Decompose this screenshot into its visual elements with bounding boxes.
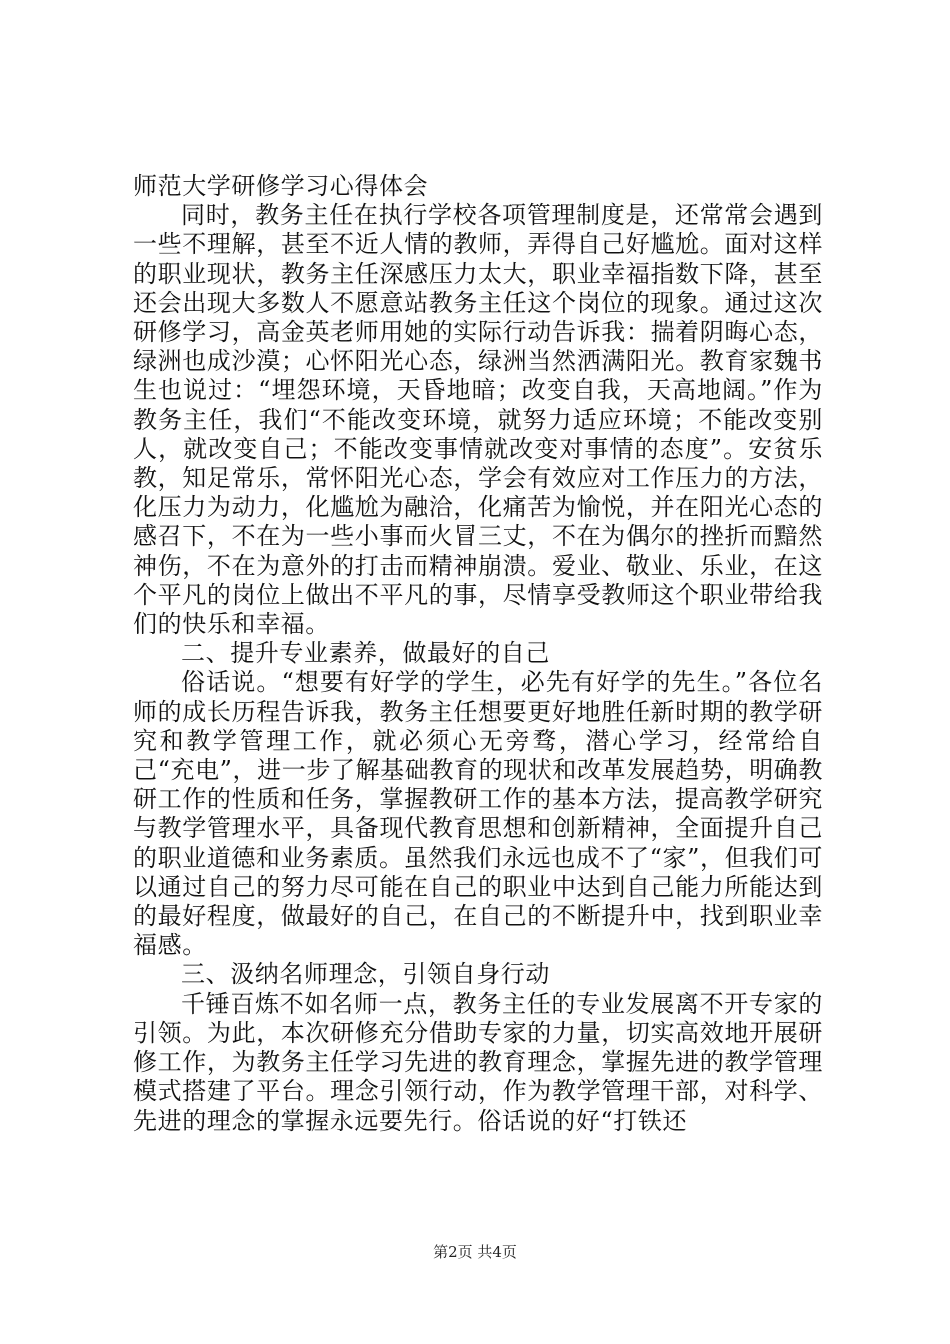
section-heading-professional-quality: 二、提升专业素养，做最好的自己 xyxy=(181,639,550,668)
paragraph-professional-quality: 俗话说。“想要有好学的学生，必先有好学的先生。”各位名师的成长历程告诉我，教务主任想要更好地胜任新时期的教学研究和教学管理工作，就必须心无旁骛，潜心学习，经常给自己“充电”，进一步了解基础教育的现状和改革发展趋势，明确教研工作的性质和任务，掌握教研工作的基本方法，提高教学研究与教学管理水平，具备现代教育思想和创新精神，全面提升自己的职业道德和业务素质。虽然我们永远也成不了“家”，但我们可以通过自己的努力尽可能在自己的职业中达到自己能力所能达到的最好程度，做最好的自己，在自己的不断提升中，找到职业幸福感。 xyxy=(133,668,823,960)
paragraph-master-teacher-ideas: 千锤百炼不如名师一点，教务主任的专业发展离不开专家的引领。为此，本次研修充分借助专家的力量，切实高效地开展研修工作，为教务主任学习先进的教育理念，掌握先进的教学管理模式搭建了平台。理念引领行动，作为教学管理干部，对科学、先进的理念的掌握永远要先行。俗话说的好“打铁还 xyxy=(133,989,823,1135)
page-number-footer: 第2页 共4页 xyxy=(433,1243,517,1261)
document-title: 师范大学研修学习心得体会 xyxy=(133,172,429,200)
paragraph-attitude: 同时，教务主任在执行学校各项管理制度是，还常常会遇到一些不理解，甚至不近人情的教师，弄得自己好尴尬。面对这样的职业现状，教务主任深感压力太大，职业幸福指数下降，甚至还会出现大多数人不愿意站教务主任这个岗位的现象。通过这次研修学习，高金英老师用她的实际行动告诉我：揣着阴晦心态，绿洲也成沙漠；心怀阳光心态，绿洲当然洒满阳光。教育家魏书生也说过：“埋怨环境，天昏地暗；改变自我，天高地阔。”作为教务主任，我们“不能改变环境，就努力适应环境；不能改变别人，就改变自己；不能改变事情就改变对事情的态度”。安贫乐教，知足常乐，常怀阳光心态，学会有效应对工作压力的方法，化压力为动力，化尴尬为融洽，化痛苦为愉悦，并在阳光心态的感召下，不在为一些小事而火冒三丈，不在为偶尔的挫折而黯然神伤，不在为意外的打击而精神崩溃。爱业、敬业、乐业，在这个平凡的岗位上做出不平凡的事，尽情享受教师这个职业带给我们的快乐和幸福。 xyxy=(133,201,823,639)
document-body xyxy=(133,172,823,1136)
section-heading-master-teacher-ideas: 三、汲纳名师理念，引领自身行动 xyxy=(181,960,550,989)
